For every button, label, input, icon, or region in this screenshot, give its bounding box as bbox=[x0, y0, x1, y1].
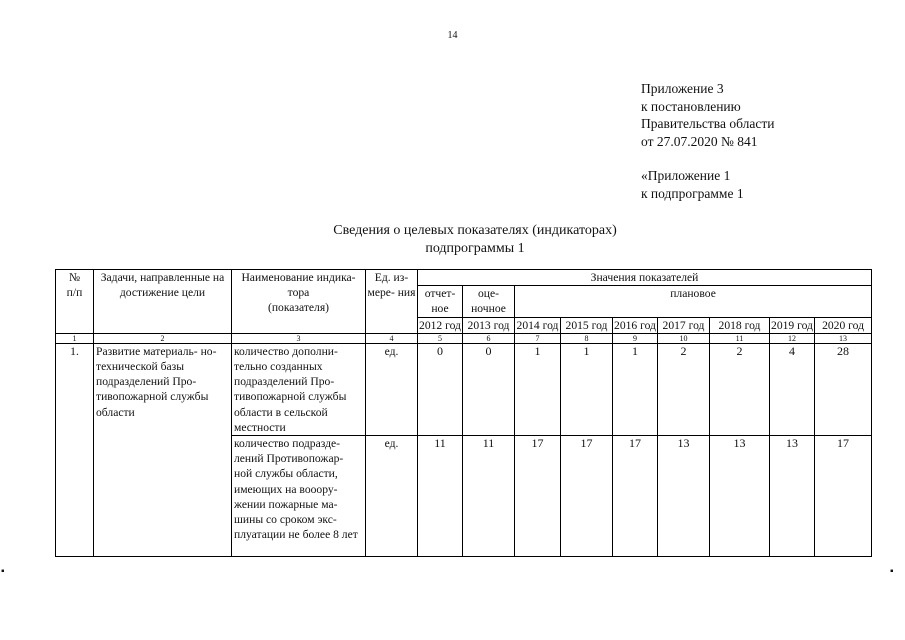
value-cell: 1 bbox=[613, 343, 658, 435]
task-cell: Развитие материаль- но-технической базы подразделений Про- тивопожарной службы области bbox=[94, 343, 232, 556]
column-number: 4 bbox=[366, 333, 418, 343]
document-title bbox=[0, 222, 905, 258]
unit-cell: ед. bbox=[366, 343, 418, 435]
indicator-cell: количество дополни- тельно созданных подразделений Про- тивопожарной службы области в сельской местности bbox=[232, 343, 366, 435]
appendix-subline: к подпрограмме 1 bbox=[641, 185, 744, 201]
value-cell: 17 bbox=[515, 436, 561, 557]
value-cell: 11 bbox=[418, 436, 463, 557]
appendix-block bbox=[641, 80, 774, 202]
column-number: 9 bbox=[613, 333, 658, 343]
header-text: Наименование индика- bbox=[241, 271, 356, 284]
year-header: 2020 год bbox=[815, 317, 872, 333]
col-header-indicator bbox=[232, 270, 366, 334]
column-number: 5 bbox=[418, 333, 463, 343]
col-header-number bbox=[56, 270, 94, 334]
indicator-cell: количество подразде- лений Противопожар- ной службы области, имеющих на вооору- жении пожарные ма- шины со сроком экс- плуатации не более 8 лет bbox=[232, 436, 366, 557]
col-header-planned: плановое bbox=[515, 286, 872, 317]
col-header-estimated: оце- ночное bbox=[463, 286, 515, 317]
col-header-tasks: Задачи, направленные на достижение цели bbox=[94, 270, 232, 334]
column-number-row bbox=[56, 333, 872, 343]
year-header: 2015 год bbox=[561, 317, 613, 333]
value-cell: 2 bbox=[658, 343, 710, 435]
indicators-table bbox=[55, 269, 872, 557]
column-number: 11 bbox=[710, 333, 770, 343]
unit-cell: ед. bbox=[366, 436, 418, 557]
appendix-line: Правительства области bbox=[641, 116, 775, 131]
appendix-subline: «Приложение 1 bbox=[641, 168, 731, 183]
value-cell: 17 bbox=[815, 436, 872, 557]
appendix-line: от 27.07.2020 № 841 bbox=[641, 133, 758, 149]
column-number: 10 bbox=[658, 333, 710, 343]
row-number: 1. bbox=[56, 343, 94, 556]
value-cell: 0 bbox=[418, 343, 463, 435]
col-header-values: Значения показателей bbox=[418, 270, 872, 286]
header-text: (показателя) bbox=[267, 301, 330, 315]
value-cell: 28 bbox=[815, 343, 872, 435]
header-text: п/п bbox=[66, 286, 83, 300]
year-header: 2016 год bbox=[614, 318, 656, 332]
value-cell: 1 bbox=[515, 343, 561, 435]
year-header: 2014 год bbox=[515, 317, 561, 333]
edge-mark-left: ▪ bbox=[1, 566, 5, 577]
col-header-reported: отчет- ное bbox=[418, 286, 463, 317]
value-cell: 4 bbox=[770, 343, 815, 435]
column-number: 6 bbox=[463, 333, 515, 343]
value-cell: 11 bbox=[463, 436, 515, 557]
column-number: 8 bbox=[561, 333, 613, 343]
column-number: 2 bbox=[94, 333, 232, 343]
table-row bbox=[56, 343, 872, 435]
year-header: 2019 год bbox=[771, 318, 813, 332]
col-header-unit: Ед. из- мере- ния bbox=[366, 270, 418, 334]
column-number: 12 bbox=[770, 333, 815, 343]
edge-mark-right: ▪ bbox=[890, 566, 894, 577]
year-header: 2013 год bbox=[463, 317, 515, 333]
value-cell: 1 bbox=[561, 343, 613, 435]
value-cell: 13 bbox=[770, 436, 815, 557]
column-number: 13 bbox=[815, 333, 872, 343]
value-cell: 2 bbox=[710, 343, 770, 435]
page-number: 14 bbox=[447, 30, 458, 41]
year-header: 2012 год bbox=[419, 318, 461, 332]
column-number: 7 bbox=[515, 333, 561, 343]
title-line: Сведения о целевых показателях (индикаторах) bbox=[333, 223, 617, 238]
year-header: 2018 год bbox=[710, 317, 770, 333]
value-cell: 13 bbox=[710, 436, 770, 557]
value-cell: 17 bbox=[561, 436, 613, 557]
header-text: № bbox=[68, 271, 81, 284]
year-header: 2017 год bbox=[658, 317, 710, 333]
appendix-line: Приложение 3 bbox=[641, 81, 724, 96]
header-text: тора bbox=[287, 286, 310, 300]
value-cell: 13 bbox=[658, 436, 710, 557]
title-line: подпрограммы 1 bbox=[425, 241, 525, 256]
appendix-line: к постановлению bbox=[641, 98, 741, 114]
value-cell: 0 bbox=[463, 343, 515, 435]
header-row bbox=[56, 270, 872, 286]
column-number: 3 bbox=[232, 333, 366, 343]
column-number: 1 bbox=[56, 333, 94, 343]
value-cell: 17 bbox=[613, 436, 658, 557]
